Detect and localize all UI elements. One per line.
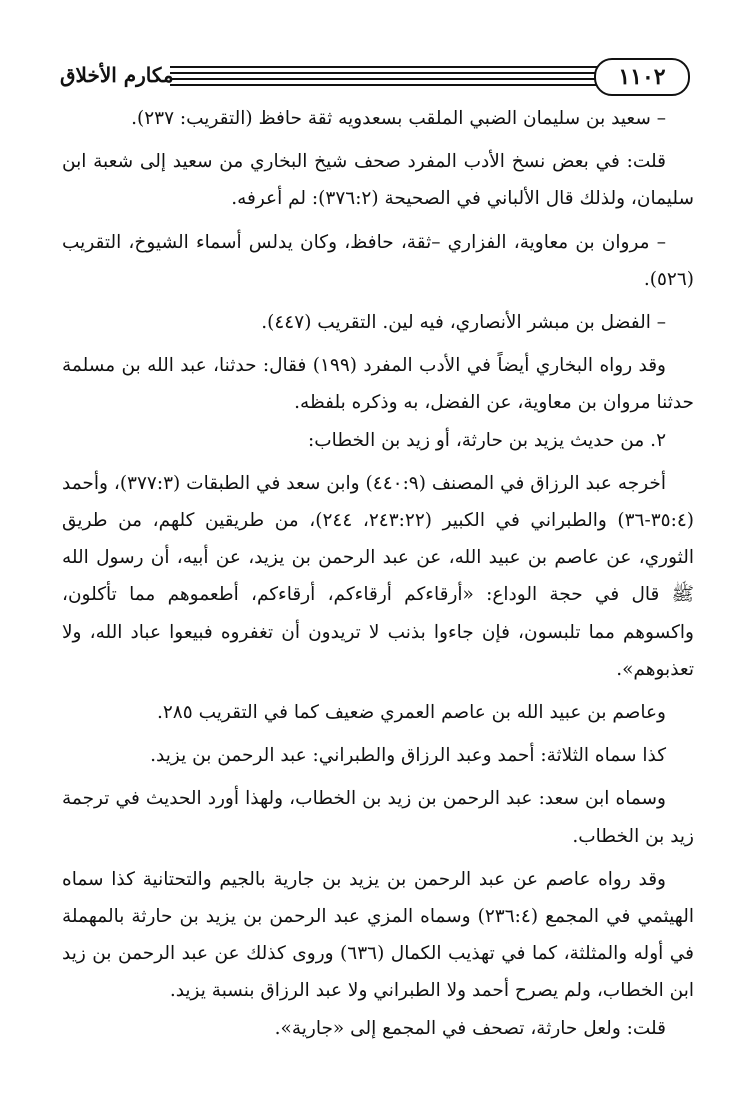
page-header: [60, 56, 690, 96]
narrator-entry: – مروان بن معاوية، الفزاري –ثقة، حافظ، وكان يدلس أسماء الشيوخ، التقريب (٥٢٦).: [62, 231, 694, 290]
narrator-entry: – سعيد بن سليمان الضبي الملقب بسعدويه ثقة حافظ (التقريب: ٢٣٧).: [131, 108, 666, 129]
header-rule: [170, 78, 602, 80]
paragraph: وقد رواه البخاري أيضاً في الأدب المفرد (١٩٩) فقال: حدثنا، عبد الله بن مسلمة حدثنا مروان بن معاوية، عن الفضل، به وذكره بلفظه.: [62, 355, 694, 414]
header-rule: [170, 84, 602, 86]
narrator-entry: – الفضل بن مبشر الأنصاري، فيه لين. التقريب (٤٤٧).: [261, 312, 666, 334]
paragraph: وقد رواه عاصم عن عبد الرحمن بن يزيد بن جارية بالجيم والتحتانية كذا سماه الهيثمي في المجمع (٢٣٦:٤) وسماه المزي عبد الرحمن بن يزيد بن حارثة بالمهملة في أوله والمثلثة، كما في تهذيب الكمال (٦٣٦) وروى كذلك عن عبد الرحمن بن زيد ابن الخطاب، ولم يصرح أحمد ولا الطبراني ولا عبد الرزاق بنسبة يزيد.: [62, 868, 695, 1002]
paragraph: وعاصم بن عبيد الله بن عاصم العمري ضعيف كما في التقريب ٢٨٥.: [156, 702, 666, 724]
paragraph: كذا سماه الثلاثة: أحمد وعبد الرزاق والطبراني: عبد الرحمن بن يزيد.: [150, 745, 666, 767]
paragraph: قلت: في بعض نسخ الأدب المفرد صحف شيخ البخاري من سعيد إلى شعبة ابن سليمان، ولذلك قال الألباني في الصحيحة (٣٧٦:٢): لم أعرفه.: [62, 151, 694, 210]
page-number: ١١٠٢: [594, 58, 690, 96]
book-title: مكارم الأخلاق: [60, 63, 174, 87]
paragraph: وسماه ابن سعد: عبد الرحمن بن زيد بن الخطاب، ولهذا أورد الحديث في ترجمة زيد بن الخطاب.: [62, 788, 694, 847]
paragraph: أخرجه عبد الرزاق في المصنف (٤٤٠:٩) وابن سعد في الطبقات (٣٧٧:٣)، وأحمد (٣٥:٤-٣٦) والطبراني في الكبير (٢٤٣:٢٢، ٢٤٤)، من طريقين كلهم، من طريق الثوري، عن عاصم بن عبيد الله، عن عبد الرحمن بن يزيد، عن أبيه، أن رسول الله ﷺ قال في حجة الوداع: «أرقاءكم أرقاءكم، أرقاءكم، أطعموهم مما تأكلون، واكسوهم مما تلبسون، فإن جاءوا بذنب لا تريدون أن تغفروه فبيعوا عباد الله، ولا تعذبوهم».: [62, 472, 694, 680]
paragraph: قلت: ولعل حارثة، تصحف في المجمع إلى «جارية».: [274, 1017, 666, 1039]
page-body: [62, 100, 694, 1047]
section-heading: ٢. من حديث يزيد بن حارثة، أو زيد بن الخطاب:: [308, 429, 666, 451]
header-rule: [170, 72, 602, 74]
header-rule: [170, 66, 602, 68]
